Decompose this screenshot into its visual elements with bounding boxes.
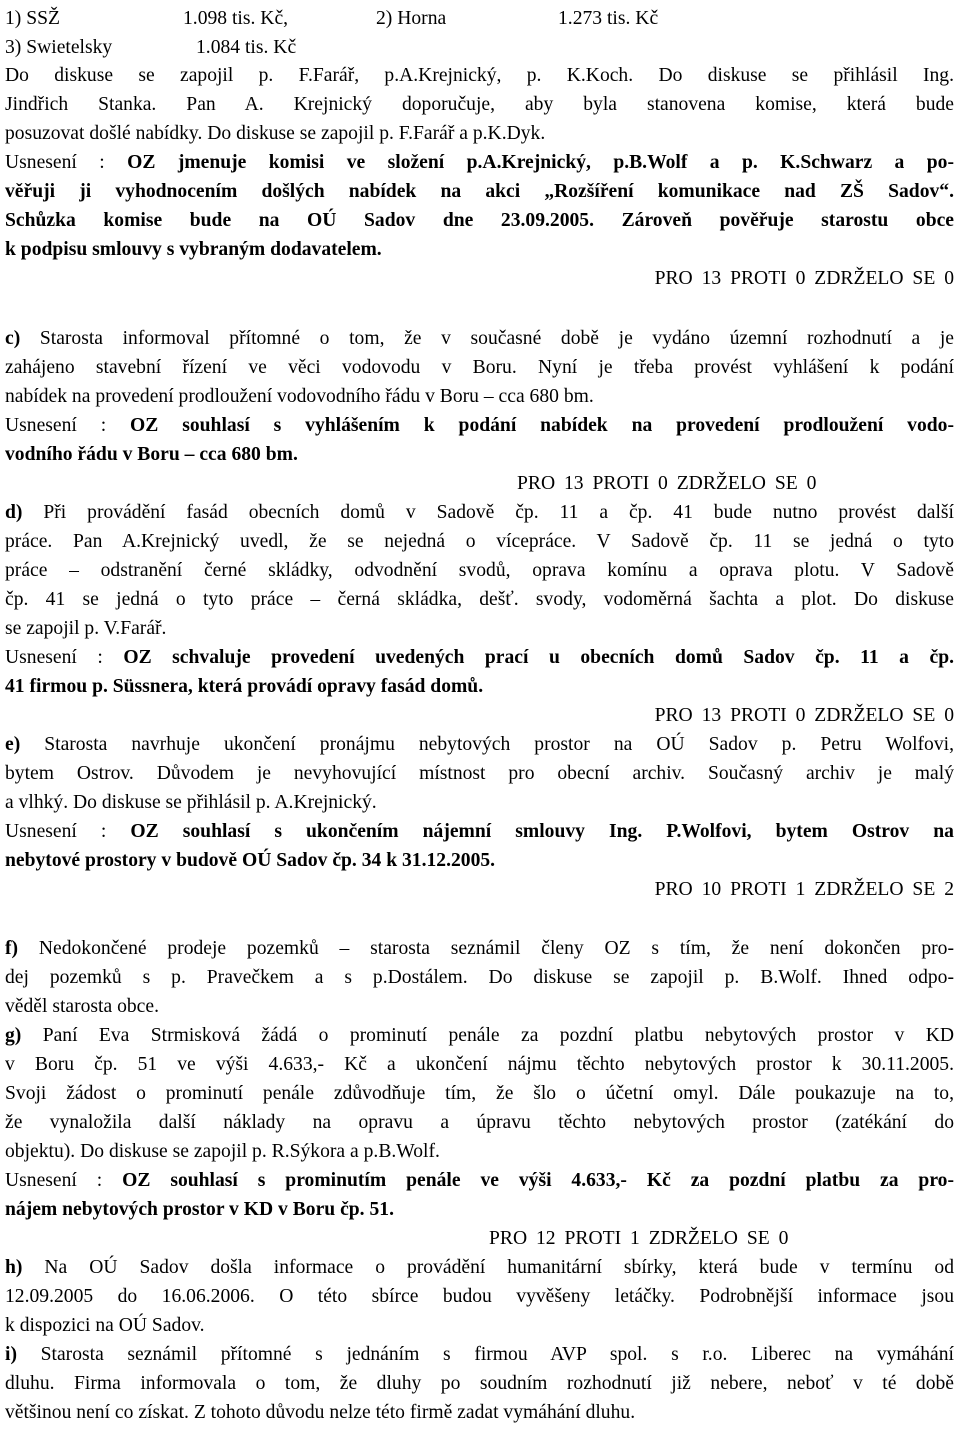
resolution-text: OZ souhlasí s prominutím penále ve výši 4.633,- Kč za pozdní platbu za pro- [122, 1170, 954, 1191]
bid-3-price: 1.084 tis. Kč [196, 37, 297, 58]
paragraph-line: 12.09.2005 do 16.06.2006. O této sbírce budou vyvěšeny letáčky. Podrobnější informace jsou [5, 1286, 954, 1307]
resolution-line: vodního řádu v Boru – cca 680 bm. [5, 444, 298, 465]
item-e-text: Starosta navrhuje ukončení pronájmu nebytových prostor na OÚ Sadov p. Petru Wolfovi, [20, 734, 954, 755]
item-f-text: Nedokončené prodeje pozemků – starosta seznámil členy OZ s tím, že není dokončen pro- [18, 938, 954, 959]
resolution-line [5, 643, 954, 672]
resolution-text: OZ souhlasí s ukončením nájemní smlouvy Ing. P.Wolfovi, bytem Ostrov na [130, 821, 954, 842]
resolution-label: Usnesení : [5, 1170, 123, 1191]
item-c-line [5, 324, 954, 353]
bid-2-name: 2) Horna [376, 8, 447, 29]
item-c-label: c) [5, 328, 21, 349]
item-i-text: Starosta seznámil přítomné s jednáním s firmou AVP spol. s r.o. Liberec na vymáhání [16, 1344, 954, 1365]
paragraph-line: Do diskuse se zapojil p. F.Farář, p.A.Krejnický, p. K.Koch. Do diskuse se přihlásil Ing. [5, 65, 954, 86]
resolution-text: OZ schvaluje provedení uvedených prací u obecních domů Sadov čp. 11 a čp. [123, 647, 954, 668]
item-c-text: Starosta informoval přítomné o tom, že v současné době je vydáno územní rozhodnutí a je [20, 328, 954, 349]
item-i-line [5, 1340, 954, 1369]
resolution-line [5, 1166, 954, 1195]
paragraph-line: věděl starosta obce. [5, 996, 159, 1017]
resolution-label: Usnesení : [5, 821, 131, 842]
bid-3-name: 3) Swietelsky [5, 37, 113, 58]
item-h-label: h) [5, 1257, 23, 1278]
bid-1-price: 1.098 tis. Kč, [183, 8, 289, 29]
item-d-label: d) [5, 502, 23, 523]
paragraph-line: zahájeno stavební řízení ve věci vodovodu v Boru. Nyní je třeba provést vyhlášení k podání [5, 357, 954, 378]
item-e-label: e) [5, 734, 21, 755]
item-h-line [5, 1253, 954, 1282]
paragraph-line: většinou není co získat. Z tohoto důvodu nelze této firmě zadat vymáhání dluhu. [5, 1402, 636, 1423]
item-g-text: Paní Eva Strmisková žádá o prominutí penále za pozdní platbu nebytových prostor v KD [21, 1025, 954, 1046]
bid-2-price: 1.273 tis. Kč [558, 8, 659, 29]
item-g-label: g) [5, 1025, 22, 1046]
paragraph-line: bytem Ostrov. Důvodem je nevyhovující místnost pro obecní archiv. Současný archiv je malý [5, 763, 954, 784]
resolution-line: nebytové prostory v budově OÚ Sadov čp. 34 k 31.12.2005. [5, 850, 496, 871]
paragraph-line: že vynaložila další náklady na opravu a úpravu těchto nebytových prostor (zatékání do [5, 1112, 954, 1133]
vote-result: PRO 13 PROTI 0 ZDRŽELO SE 0 [654, 705, 954, 726]
paragraph-line: v Boru čp. 51 ve výši 4.633,- Kč a ukončení nájmu těchto nebytových prostor k 30.11.2005. [5, 1054, 954, 1075]
item-f-label: f) [5, 938, 19, 959]
resolution-line [5, 148, 954, 177]
item-g-line [5, 1021, 954, 1050]
resolution-label: Usnesení : [5, 415, 131, 436]
resolution-line: věřuji ji vyhodnocením došlých nabídek na akci „Rozšíření komunikace nad ZŠ Sadov“. [5, 181, 954, 202]
item-f-line [5, 934, 954, 963]
resolution-text: OZ jmenuje komisi ve složení p.A.Krejnický, p.B.Wolf a p. K.Schwarz a po- [127, 152, 954, 173]
resolution-line: 41 firmou p. Süssnera, která provádí opravy fasád domů. [5, 676, 484, 697]
paragraph-line: dej pozemků s p. Pravečkem a s p.Dostálem. Do diskuse se zapojil p. B.Wolf. Ihned odpo- [5, 967, 954, 988]
bid-1-name: 1) SSŽ [5, 8, 60, 29]
paragraph-line: práce – odstranění černé skládky, odvodnění svodů, oprava komínu a oprava plotu. V Sadově [5, 560, 954, 581]
bids-line-1 [5, 4, 954, 33]
paragraph-line: dluhu. Firma informovala o tom, že dluhy po soudním rozhodnutí již nebere, neboť v té době [5, 1373, 954, 1394]
paragraph-line: k dispozici na OÚ Sadov. [5, 1315, 205, 1336]
paragraph-line: a vlhký. Do diskuse se přihlásil p. A.Krejnický. [5, 792, 377, 813]
vote-result: PRO 10 PROTI 1 ZDRŽELO SE 2 [654, 879, 954, 900]
paragraph-line: objektu). Do diskuse se zapojil p. R.Sýkora a p.B.Wolf. [5, 1141, 440, 1162]
resolution-line: nájem nebytových prostor v KD v Boru čp. 51. [5, 1199, 394, 1220]
resolution-line: k podpisu smlouvy s vybraným dodavatelem. [5, 239, 382, 260]
item-i-label: i) [5, 1344, 17, 1365]
resolution-text: OZ souhlasí s vyhlášením k podání nabídek na provedení prodloužení vodo- [130, 415, 954, 436]
item-e-line [5, 730, 954, 759]
paragraph-line: se zapojil p. V.Farář. [5, 618, 167, 639]
paragraph-line: posuzovat došlé nabídky. Do diskuse se zapojil p. F.Farář a p.K.Dyk. [5, 123, 546, 144]
resolution-label: Usnesení : [5, 152, 128, 173]
resolution-label: Usnesení : [5, 647, 124, 668]
vote-result: PRO 13 PROTI 0 ZDRŽELO SE 0 [654, 268, 954, 289]
paragraph-line: čp. 41 se jedná o tyto práce – černá skládka, dešť. svody, vodoměrná šachta a plot. Do diskuse [5, 589, 954, 610]
vote-result: PRO 13 PROTI 0 ZDRŽELO SE 0 [517, 473, 817, 494]
paragraph-line: nabídek na provedení prodloužení vodovodního řádu v Boru – cca 680 bm. [5, 386, 594, 407]
paragraph-line: práce. Pan A.Krejnický uvedl, že se nejedná o vícepráce. V Sadově čp. 11 se jedná o tyto [5, 531, 954, 552]
resolution-line: Schůzka komise bude na OÚ Sadov dne 23.09.2005. Zároveň pověřuje starostu obce [5, 210, 954, 231]
item-d-text: Při provádění fasád obecních domů v Sadově čp. 11 a čp. 41 bude nutno provést další [22, 502, 954, 523]
bids-line-2 [5, 33, 954, 62]
item-h-text: Na OÚ Sadov došla informace o provádění humanitární sbírky, která bude v termínu od [22, 1257, 954, 1278]
resolution-line [5, 817, 954, 846]
item-d-line [5, 498, 954, 527]
paragraph-line: Svoji žádost o prominutí penále zdůvodňuje tím, že šlo o účetní omyl. Dále poukazuje na to, [5, 1083, 954, 1104]
paragraph-line: Jindřich Stanka. Pan A. Krejnický doporučuje, aby byla stanovena komise, která bude [5, 94, 954, 115]
resolution-line [5, 411, 954, 440]
vote-result: PRO 12 PROTI 1 ZDRŽELO SE 0 [489, 1228, 789, 1249]
